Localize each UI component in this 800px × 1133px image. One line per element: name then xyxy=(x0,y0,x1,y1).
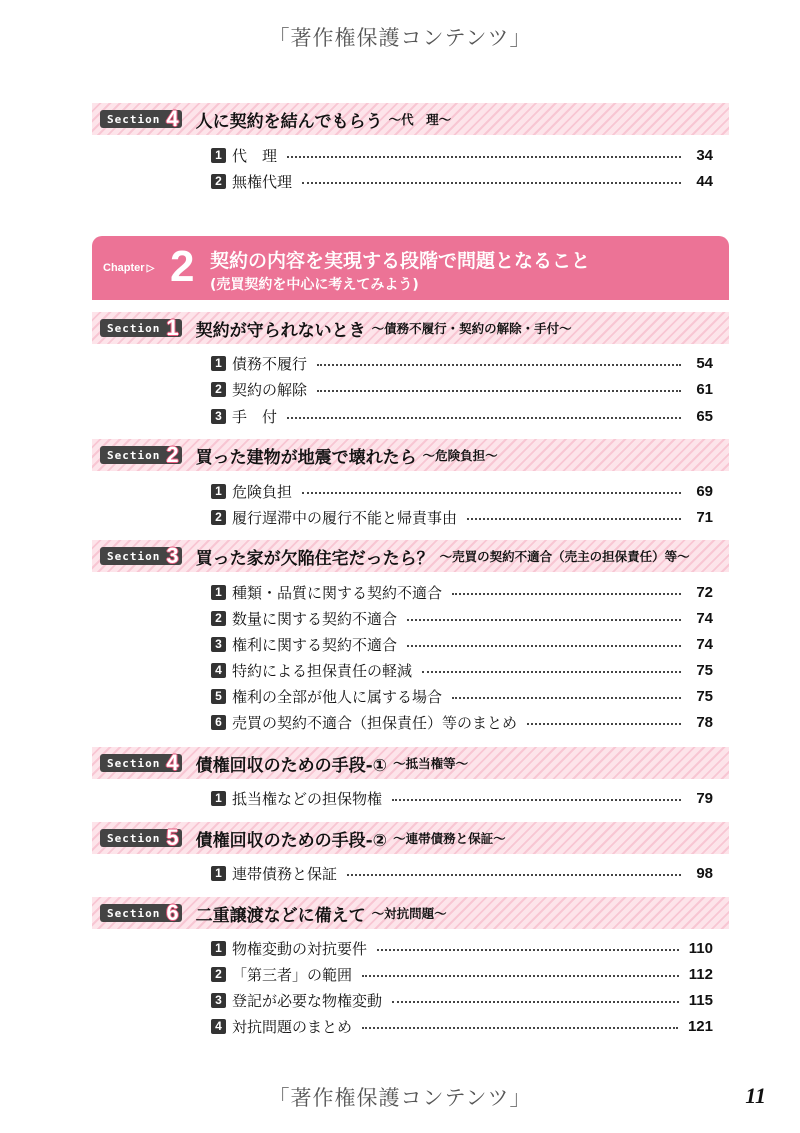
entry-number: 5 xyxy=(211,689,226,704)
entry-title: 「第三者」の範囲 xyxy=(232,965,353,984)
section-word: Section xyxy=(107,831,161,845)
chapter-label: Chapter ▷ xyxy=(103,262,155,274)
section-title: 人に契約を結んでもらう xyxy=(195,111,383,132)
section-heading[interactable] xyxy=(92,822,729,854)
entry-title: 種類・品質に関する契約不適合 xyxy=(232,583,443,602)
section-title: 買った建物が地震で壊れたら xyxy=(195,447,417,468)
toc-entry[interactable] xyxy=(211,607,713,629)
toc-entry[interactable] xyxy=(211,659,713,681)
dot-leader xyxy=(392,1001,679,1003)
section-number: 3 xyxy=(166,543,179,568)
section-badge xyxy=(100,543,182,568)
entry-page: 98 xyxy=(696,864,713,882)
section-subtitle: ～代 理～ xyxy=(388,112,452,127)
entry-page: 110 xyxy=(688,939,713,957)
entry-title: 契約の解除 xyxy=(232,380,308,399)
entry-page: 65 xyxy=(696,407,713,425)
entry-page: 74 xyxy=(696,609,713,627)
dot-leader xyxy=(467,518,681,520)
entry-title: 手 付 xyxy=(232,407,278,426)
section-title: 債権回収のための手段-② xyxy=(195,830,388,851)
entry-page: 79 xyxy=(696,789,713,807)
toc-entry[interactable] xyxy=(211,963,713,985)
section-subtitle: ～危険負担～ xyxy=(422,448,498,463)
entry-title: 抵当権などの担保物権 xyxy=(232,789,383,808)
entry-page: 69 xyxy=(696,482,713,500)
entry-number: 1 xyxy=(211,866,226,881)
entry-number: 2 xyxy=(211,967,226,982)
dot-leader xyxy=(362,975,679,977)
toc-entry[interactable] xyxy=(211,711,713,733)
entry-number: 1 xyxy=(211,484,226,499)
entry-number: 3 xyxy=(211,409,226,424)
section-word: Section xyxy=(107,112,161,126)
entry-number: 2 xyxy=(211,510,226,525)
entry-number: 3 xyxy=(211,637,226,652)
toc-entry[interactable] xyxy=(211,685,713,707)
dot-leader xyxy=(287,417,681,419)
section-subtitle: ～連帯債務と保証～ xyxy=(393,831,506,846)
chapter-title: 契約の内容を実現する段階で問題となること xyxy=(210,250,591,272)
entry-title: 権利に関する契約不適合 xyxy=(232,635,398,654)
entry-title: 登記が必要な物権変動 xyxy=(232,991,383,1010)
section-subtitle: ～対抗問題～ xyxy=(371,906,447,921)
chapter-arrow-icon: ▷ xyxy=(146,263,155,274)
entry-page: 78 xyxy=(696,713,713,731)
toc-entry[interactable] xyxy=(211,506,713,528)
dot-leader xyxy=(317,390,681,392)
section-badge xyxy=(100,106,182,131)
entry-number: 1 xyxy=(211,585,226,600)
dot-leader xyxy=(377,949,679,951)
dot-leader xyxy=(392,799,681,801)
entry-page: 72 xyxy=(696,583,713,601)
entry-page: 75 xyxy=(696,661,713,679)
dot-leader xyxy=(407,645,681,647)
section-badge xyxy=(100,825,182,850)
entry-number: 4 xyxy=(211,663,226,678)
entry-title: 無権代理 xyxy=(232,172,293,191)
entry-number: 6 xyxy=(211,715,226,730)
section-subtitle: ～抵当権等～ xyxy=(393,756,469,771)
entry-number: 2 xyxy=(211,174,226,189)
entry-number: 1 xyxy=(211,356,226,371)
entry-page: 115 xyxy=(688,991,713,1009)
entry-title: 売買の契約不適合（担保責任）等のまとめ xyxy=(232,713,518,732)
toc-entry[interactable] xyxy=(211,144,713,166)
toc-entry[interactable] xyxy=(211,937,713,959)
entry-page: 71 xyxy=(696,508,713,526)
section-title: 債権回収のための手段-① xyxy=(195,755,388,776)
section-title: 買った家が欠陥住宅だったら？ xyxy=(195,548,434,569)
watermark-bottom: 「著作権保護コンテンツ」 xyxy=(268,1086,532,1110)
entry-page: 44 xyxy=(696,172,713,190)
entry-title: 数量に関する契約不適合 xyxy=(232,609,398,628)
entry-number: 3 xyxy=(211,993,226,1008)
section-number: 4 xyxy=(166,750,179,775)
section-badge xyxy=(100,442,182,467)
toc-entry[interactable] xyxy=(211,405,713,427)
entry-page: 61 xyxy=(696,380,713,398)
toc-entry[interactable] xyxy=(211,862,713,884)
toc-entry[interactable] xyxy=(211,170,713,192)
chapter-subtitle: (売買契約を中心に考えてみよう) xyxy=(210,277,419,293)
watermark-top: 「著作権保護コンテンツ」 xyxy=(268,26,532,50)
section-heading[interactable] xyxy=(92,897,729,929)
toc-entry[interactable] xyxy=(211,989,713,1011)
entry-number: 4 xyxy=(211,1019,226,1034)
section-heading[interactable] xyxy=(92,103,729,135)
section-subtitle: ～売買の契約不適合（売主の担保責任）等～ xyxy=(439,549,690,564)
dot-leader xyxy=(317,364,681,366)
toc-entry[interactable] xyxy=(211,352,713,374)
dot-leader xyxy=(452,697,681,699)
entry-title: 債務不履行 xyxy=(232,354,308,373)
dot-leader xyxy=(452,593,681,595)
section-word: Section xyxy=(107,906,161,920)
entry-number: 1 xyxy=(211,941,226,956)
entry-title: 代 理 xyxy=(232,146,278,165)
toc-entry[interactable] xyxy=(211,581,713,603)
entry-page: 75 xyxy=(696,687,713,705)
dot-leader xyxy=(407,619,681,621)
section-heading[interactable] xyxy=(92,540,729,572)
page-number: 11 xyxy=(745,1083,766,1108)
dot-leader xyxy=(302,182,681,184)
dot-leader xyxy=(302,492,681,494)
toc-entry[interactable] xyxy=(211,633,713,655)
section-heading[interactable] xyxy=(92,439,729,471)
entry-title: 対抗問題のまとめ xyxy=(232,1017,353,1036)
entry-title: 危険負担 xyxy=(232,482,293,501)
section-badge xyxy=(100,900,182,925)
section-badge xyxy=(100,750,182,775)
entry-title: 履行遅滞中の履行不能と帰責事由 xyxy=(232,508,458,527)
section-title: 二重譲渡などに備えて xyxy=(195,905,366,926)
entry-title: 特約による担保責任の軽減 xyxy=(232,661,413,680)
entry-number: 1 xyxy=(211,148,226,163)
entry-page: 121 xyxy=(687,1017,713,1035)
section-word: Section xyxy=(107,549,161,563)
section-word: Section xyxy=(107,321,161,335)
entry-title: 権利の全部が他人に属する場合 xyxy=(232,687,443,706)
toc-entry[interactable] xyxy=(211,480,713,502)
entry-page: 74 xyxy=(696,635,713,653)
dot-leader xyxy=(422,671,681,673)
section-title: 契約が守られないとき xyxy=(195,320,366,341)
entry-page: 34 xyxy=(696,146,713,164)
entry-title: 連帯債務と保証 xyxy=(232,864,338,883)
entry-page: 112 xyxy=(688,965,713,983)
toc-entry[interactable] xyxy=(211,1015,713,1037)
entry-number: 1 xyxy=(211,791,226,806)
entry-page: 54 xyxy=(696,354,713,372)
toc-entry[interactable] xyxy=(211,787,713,809)
dot-leader xyxy=(347,874,681,876)
section-number: 4 xyxy=(166,106,179,131)
section-word: Section xyxy=(107,448,161,462)
section-word: Section xyxy=(107,756,161,770)
dot-leader xyxy=(527,723,681,725)
section-heading[interactable] xyxy=(92,747,729,779)
section-badge xyxy=(100,315,182,340)
chapter-banner[interactable] xyxy=(92,236,729,300)
dot-leader xyxy=(287,156,681,158)
toc-entry[interactable] xyxy=(211,378,713,400)
entry-number: 2 xyxy=(211,382,226,397)
entry-title: 物権変動の対抗要件 xyxy=(232,939,368,958)
section-heading[interactable] xyxy=(92,312,729,344)
section-number: 2 xyxy=(166,442,179,467)
section-subtitle: ～債務不履行・契約の解除・手付～ xyxy=(371,321,572,336)
dot-leader xyxy=(362,1027,678,1029)
section-number: 1 xyxy=(166,315,179,340)
entry-number: 2 xyxy=(211,611,226,626)
section-number: 6 xyxy=(166,900,179,925)
chapter-number: 2 xyxy=(170,242,195,291)
section-number: 5 xyxy=(166,825,179,850)
